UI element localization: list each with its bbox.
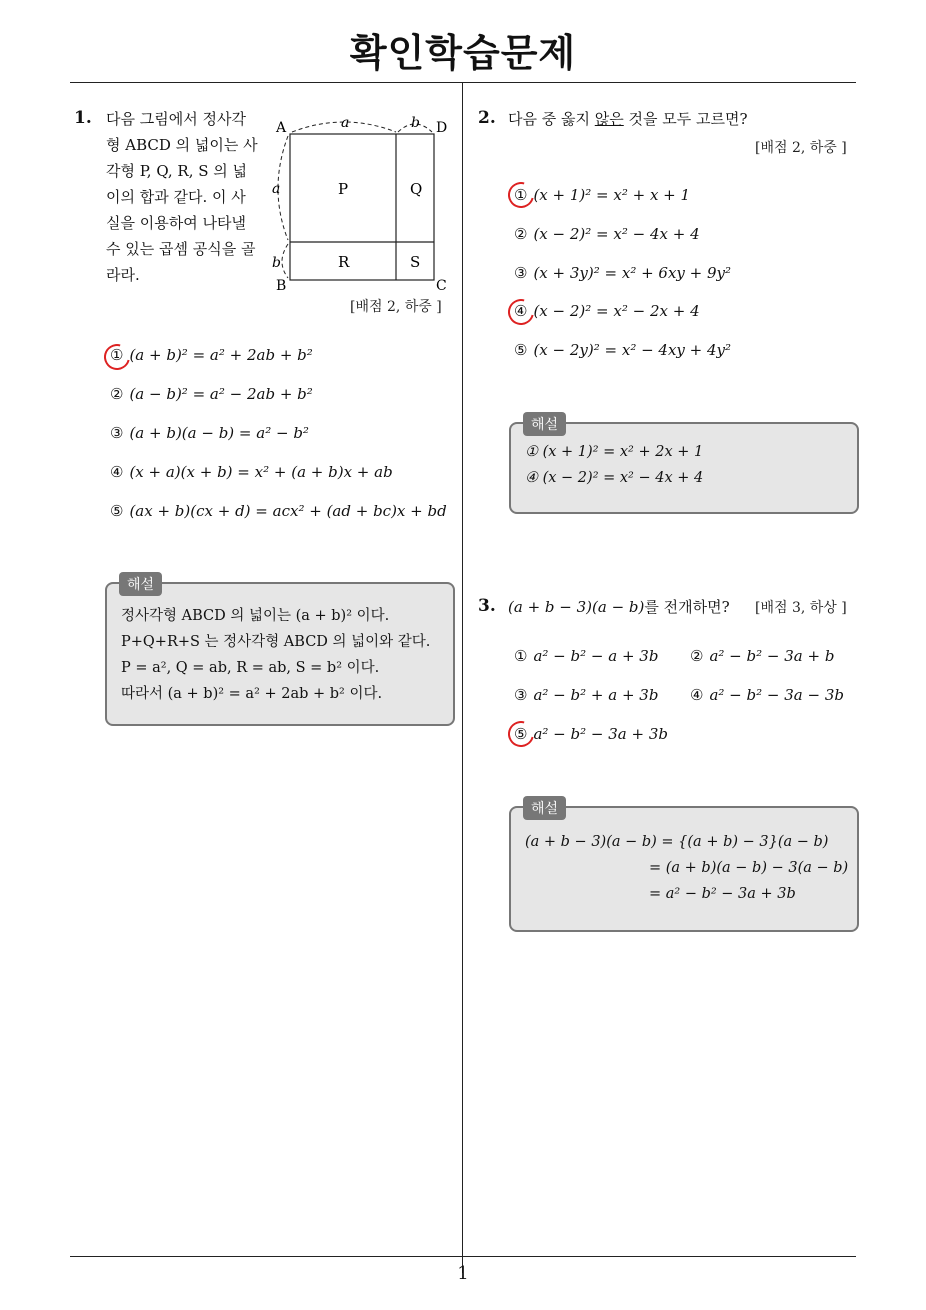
q1-text-line: 실을 이용하여 나타낼	[106, 214, 246, 232]
option-number: ③	[514, 264, 528, 282]
page-title: 확인학습문제	[349, 31, 577, 75]
option-number: ⑤	[110, 502, 124, 520]
option-text: (ax + b)(cx + d) = acx² + (ad + bc)x + bd	[129, 502, 447, 520]
q1-option-5[interactable]	[110, 502, 447, 520]
option-text: a² − b² − 3a + b	[709, 647, 835, 665]
option-text: (a + b)² = a² + 2ab + b²	[129, 346, 313, 364]
option-number: ④	[514, 302, 528, 320]
q3-explanation-box	[509, 801, 859, 932]
q2-option-5[interactable]	[514, 341, 731, 359]
q1-text-line: 형 ABCD 의 넓이는 사	[106, 136, 258, 154]
q2-option-1[interactable]	[514, 186, 690, 204]
q2-number: 2.	[478, 108, 496, 128]
top-a-label: a	[341, 115, 350, 131]
q1-option-3[interactable]	[110, 424, 309, 442]
region-p-label: P	[338, 180, 349, 198]
option-number: ⑤	[514, 725, 528, 743]
option-text: (a + b)(a − b) = a² − b²	[129, 424, 309, 442]
explanation-line: P+Q+R+S 는 정사각형 ABCD 의 넓이와 같다.	[121, 634, 431, 650]
q3-option-3[interactable]	[514, 686, 658, 704]
q1-text	[106, 106, 266, 288]
q1-text-line: 수 있는 곱셈 공식을 골	[106, 240, 256, 258]
region-s-label: S	[410, 253, 421, 271]
q1-option-4[interactable]	[110, 463, 393, 481]
q2-option-2[interactable]	[514, 225, 700, 243]
q3-text	[508, 594, 730, 620]
q3-text-rest: 를 전개하면?	[644, 598, 730, 616]
explanation-line: 정사각형 ABCD 의 넓이는 (a + b)² 이다.	[121, 608, 390, 624]
explanation-line: 따라서 (a + b)² = a² + 2ab + b² 이다.	[121, 686, 383, 702]
option-text: (a − b)² = a² − 2ab + b²	[129, 385, 313, 403]
explanation-line: = a² − b² − 3a + 3b	[649, 886, 796, 902]
option-text: (x − 2)² = x² − 2x + 4	[533, 302, 700, 320]
option-text: a² − b² − 3a − 3b	[709, 686, 844, 704]
q1-explanation-box	[105, 577, 455, 726]
q1-number: 1.	[74, 108, 92, 128]
corner-b-label: B	[276, 278, 287, 294]
explanation-line: P = a², Q = ab, R = ab, S = b² 이다.	[121, 660, 380, 676]
q2-text-after: 것을 모두 고르면?	[623, 110, 748, 128]
option-number: ①	[110, 346, 124, 364]
option-text: (x + 1)² = x² + x + 1	[533, 186, 691, 204]
option-number: ②	[514, 225, 528, 243]
q3-option-5[interactable]	[514, 725, 668, 743]
explanation-line: = (a + b)(a − b) − 3(a − b)	[649, 860, 849, 876]
top-b-label: b	[411, 115, 420, 131]
explanation-tag: 해설	[119, 572, 162, 596]
option-text: a² − b² − a + 3b	[533, 647, 659, 665]
page-number: 1	[457, 1263, 469, 1284]
option-text: (x − 2)² = x² − 4x + 4	[533, 225, 700, 243]
option-number: ②	[690, 647, 704, 665]
left-b-label: b	[272, 255, 281, 271]
q2-text	[508, 106, 748, 132]
q3-option-2[interactable]	[690, 647, 834, 665]
explanation-line: ④ (x − 2)² = x² − 4x + 4	[525, 470, 704, 486]
q2-text-underlined: 않은	[594, 110, 624, 128]
explanation-tag: 해설	[523, 412, 566, 436]
option-number: ③	[110, 424, 124, 442]
q1-option-1[interactable]	[110, 346, 313, 364]
option-number: ①	[514, 186, 528, 204]
corner-c-label: C	[436, 278, 447, 294]
q1-text-line: 다음 그림에서 정사각	[106, 110, 246, 128]
option-number: ⑤	[514, 341, 528, 359]
q3-score: [배점 3, 하상 ]	[755, 600, 847, 616]
option-text: (x + 3y)² = x² + 6xy + 9y²	[533, 264, 732, 282]
q1-score: [배점 2, 하중 ]	[350, 299, 442, 315]
region-q-label: Q	[410, 180, 423, 198]
option-number: ①	[514, 647, 528, 665]
q2-explanation-box	[509, 417, 859, 514]
q1-option-2[interactable]	[110, 385, 313, 403]
q3-expression: (a + b − 3)(a − b)	[508, 598, 645, 616]
corner-d-label: D	[436, 120, 448, 136]
option-number: ④	[690, 686, 704, 704]
q2-text-before: 다음 중 옳지	[508, 110, 595, 128]
option-text: (x + a)(x + b) = x² + (a + b)x + ab	[129, 463, 393, 481]
column-divider	[462, 83, 463, 1273]
option-number: ③	[514, 686, 528, 704]
q3-number: 3.	[478, 596, 496, 616]
q1-text-line: 이의 합과 같다. 이 사	[106, 188, 246, 206]
option-text: (x − 2y)² = x² − 4xy + 4y²	[533, 341, 732, 359]
explanation-line: ① (x + 1)² = x² + 2x + 1	[525, 444, 704, 460]
q1-square-figure	[266, 110, 456, 296]
q1-text-line: 라라.	[106, 266, 140, 284]
explanation-line: (a + b − 3)(a − b) = {(a + b) − 3}(a − b)	[525, 834, 829, 850]
q3-option-1[interactable]	[514, 647, 658, 665]
q2-score: [배점 2, 하중 ]	[755, 140, 847, 156]
region-r-label: R	[338, 253, 350, 271]
bottom-rule	[70, 1256, 856, 1257]
left-a-label: a	[272, 181, 281, 197]
option-text: a² − b² − 3a + 3b	[533, 725, 668, 743]
q2-option-3[interactable]	[514, 264, 731, 282]
option-text: a² − b² + a + 3b	[533, 686, 659, 704]
q2-option-4[interactable]	[514, 302, 700, 320]
top-rule	[70, 82, 856, 83]
corner-a-label: A	[276, 120, 287, 136]
q1-text-line: 각형 P, Q, R, S 의 넓	[106, 162, 248, 180]
q3-option-4[interactable]	[690, 686, 844, 704]
option-number: ④	[110, 463, 124, 481]
option-number: ②	[110, 385, 124, 403]
explanation-tag: 해설	[523, 796, 566, 820]
